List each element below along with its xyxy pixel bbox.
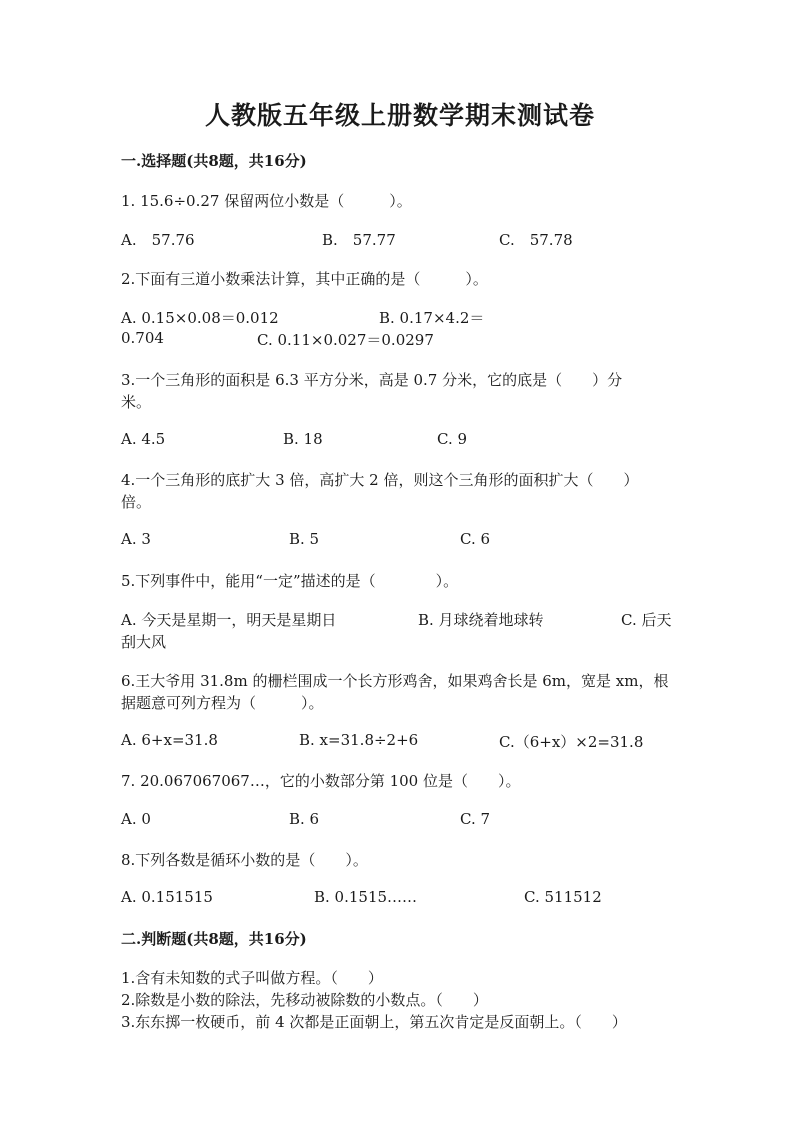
question-1-stem: 1. 15.6÷0.27 保留两位小数是（ ）。 (121, 192, 412, 210)
question-1-option-a: A. 57.76 (121, 231, 195, 249)
question-5-option-b: B. 月球绕着地球转 (418, 611, 544, 629)
page-title: 人教版五年级上册数学期末测试卷 (204, 101, 595, 130)
question-4-option-c: C. 6 (460, 530, 491, 548)
question-3-stem-continued: 米。 (121, 393, 152, 411)
question-4-stem: 4.一个三角形的底扩大 3 倍，高扩大 2 倍，则这个三角形的面积扩大（ ） (121, 471, 639, 489)
question-8-option-c: C. 511512 (524, 888, 602, 906)
question-3-option-b: B. 18 (283, 430, 323, 448)
question-2-option-a: A. 0.15×0.08＝0.012 (121, 309, 279, 327)
question-2-option-b-continued: 0.704 (121, 329, 164, 347)
question-4-stem-continued: 倍。 (121, 493, 152, 511)
question-5-option-c: C. 后天 (621, 611, 672, 629)
question-4-option-b: B. 5 (289, 530, 320, 548)
judgment-item-3: 3.东东掷一枚硬币，前 4 次都是正面朝上，第五次肯定是反面朝上。（ ） (121, 1013, 627, 1031)
question-1-option-c: C. 57.78 (499, 231, 573, 249)
question-8-option-b: B. 0.1515…… (314, 888, 418, 906)
question-2-option-c: C. 0.11×0.027＝0.0297 (257, 331, 434, 349)
question-5-option-a: A. 今天是星期一，明天是星期日 (121, 611, 337, 629)
question-6-option-c: C.（6+x）×2=31.8 (499, 733, 644, 751)
question-4-option-a: A. 3 (121, 530, 151, 548)
question-5-option-c-continued: 刮大风 (121, 633, 167, 651)
question-3-option-a: A. 4.5 (121, 430, 166, 448)
judgment-item-2: 2.除数是小数的除法，先移动被除数的小数点。（ ） (121, 991, 488, 1009)
question-6-stem-continued: 据题意可列方程为（ ）。 (121, 694, 324, 712)
judgment-item-1: 1.含有未知数的式子叫做方程。（ ） (121, 969, 383, 987)
question-5-stem: 5.下列事件中，能用“一定”描述的是（ ）。 (121, 572, 459, 590)
question-8-option-a: A. 0.151515 (121, 888, 213, 906)
section-heading-judgment: 二.判断题(共8题，共16分) (121, 930, 307, 948)
question-1-option-b: B. 57.77 (322, 231, 396, 249)
question-7-option-a: A. 0 (121, 810, 151, 828)
question-8-stem: 8.下列各数是循环小数的是（ ）。 (121, 851, 368, 869)
question-6-option-a: A. 6+x=31.8 (121, 731, 218, 749)
question-6-stem: 6.王大爷用 31.8m 的栅栏围成一个长方形鸡舍，如果鸡舍长是 6m，宽是 xm，根 (121, 672, 669, 690)
question-6-option-b: B. x=31.8÷2+6 (299, 731, 419, 749)
question-3-stem: 3.一个三角形的面积是 6.3 平方分米，高是 0.7 分米，它的底是（ ）分 (121, 371, 623, 389)
question-2-option-b: B. 0.17×4.2＝ (379, 309, 485, 327)
question-7-stem: 7. 20.067067067…，它的小数部分第 100 位是（ ）。 (121, 772, 521, 790)
question-3-option-c: C. 9 (437, 430, 468, 448)
question-7-option-c: C. 7 (460, 810, 491, 828)
question-2-stem: 2.下面有三道小数乘法计算，其中正确的是（ ）。 (121, 270, 488, 288)
question-7-option-b: B. 6 (289, 810, 320, 828)
section-heading-choice: 一.选择题(共8题，共16分) (121, 152, 307, 170)
